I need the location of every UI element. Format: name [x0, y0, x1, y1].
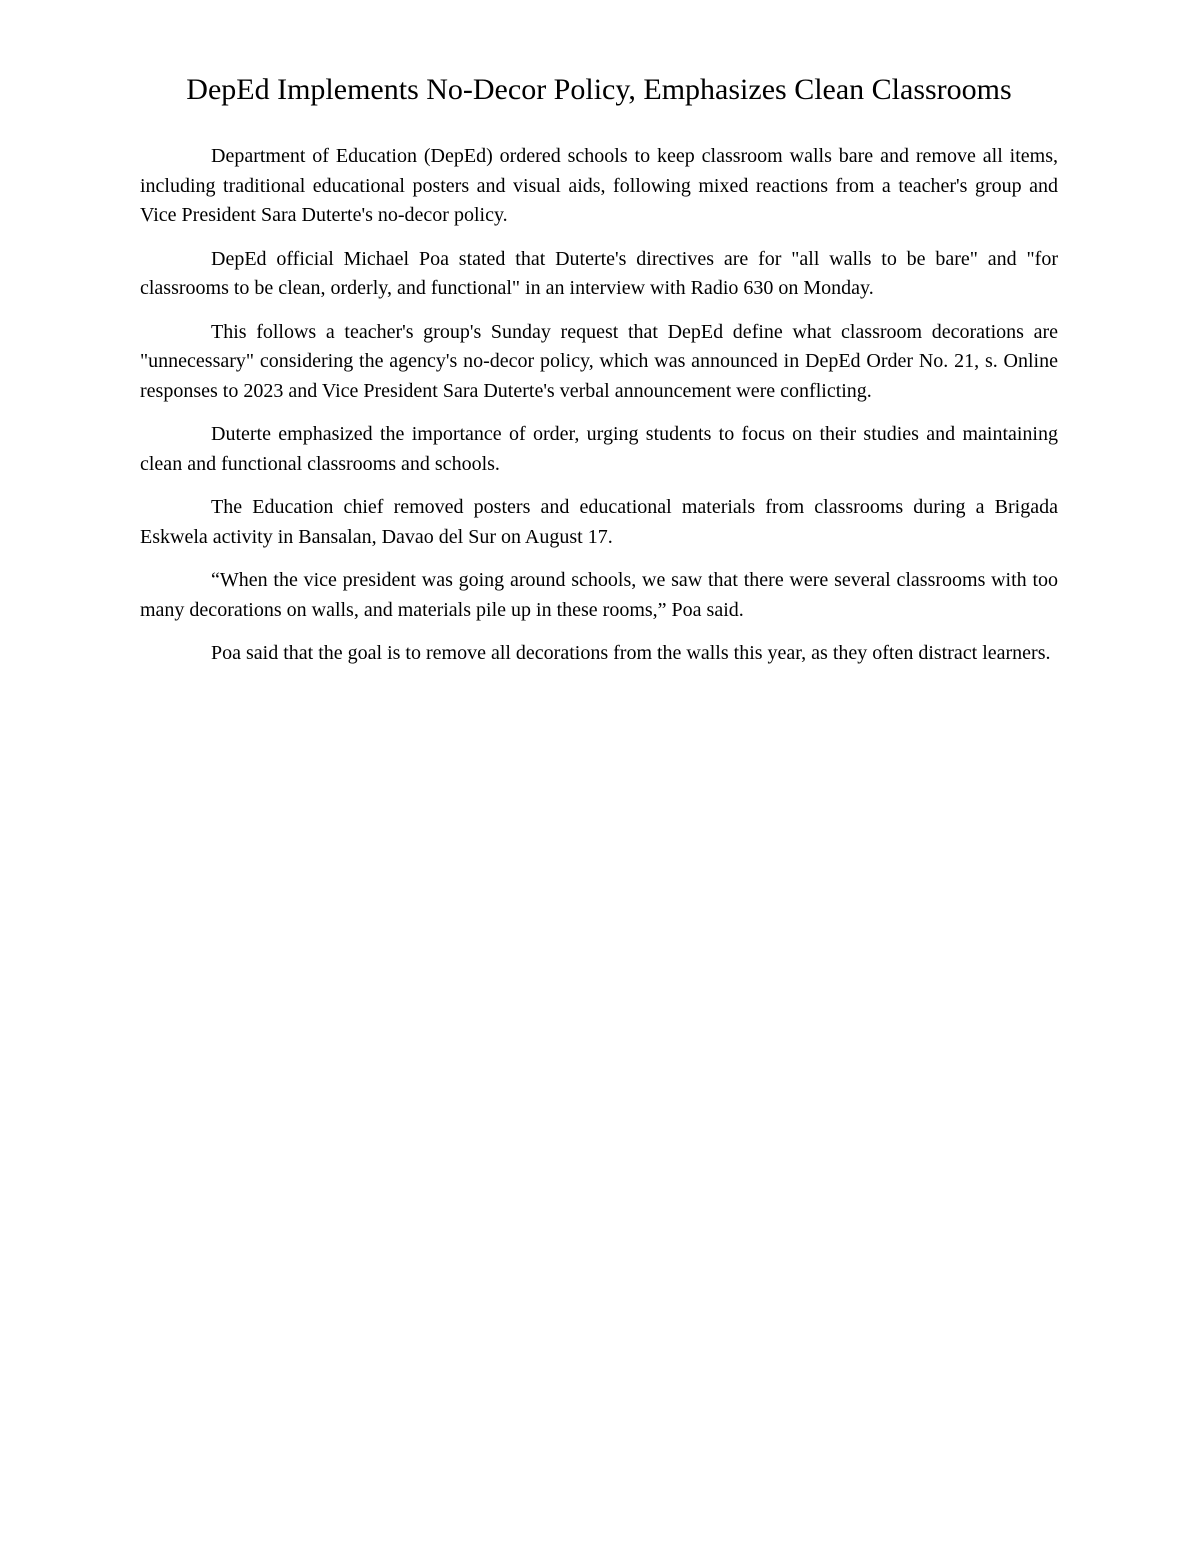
paragraph-5: The Education chief removed posters and educational materials from classrooms during a Brigada Eskwela activity in Bansalan, Davao del Sur on August 17.	[140, 496, 1058, 548]
document-title: DepEd Implements No-Decor Policy, Emphasizes Clean Classrooms	[186, 73, 1012, 106]
paragraph-4: Duterte emphasized the importance of order, urging students to focus on their studies and maintaining clean and functional classrooms and schools.	[140, 423, 1058, 475]
paragraph-3: This follows a teacher's group's Sunday request that DepEd define what classroom decorations are "unnecessary" considering the agency's no-decor policy, which was announced in DepEd Order No. 21, s. Online responses to 2023 and Vice President Sara Duterte's verbal announcement were conflicting.	[140, 320, 1058, 402]
paragraph-2: DepEd official Michael Poa stated that Duterte's directives are for "all walls to be bare" and "for classrooms to be clean, orderly, and functional" in an interview with Radio 630 on Monday.	[140, 247, 1058, 299]
paragraph-1: Department of Education (DepEd) ordered schools to keep classroom walls bare and remove all items, including traditional educational posters and visual aids, following mixed reactions from a teacher's group and Vice President Sara Duterte's no-decor policy.	[140, 145, 1058, 226]
paragraph-6: “When the vice president was going around schools, we saw that there were several classrooms with too many decorations on walls, and materials pile up in these rooms,” Poa said.	[140, 569, 1058, 621]
paragraph-7: Poa said that the goal is to remove all decorations from the walls this year, as they often distract learners.	[211, 642, 1051, 664]
document-body	[140, 142, 1058, 669]
